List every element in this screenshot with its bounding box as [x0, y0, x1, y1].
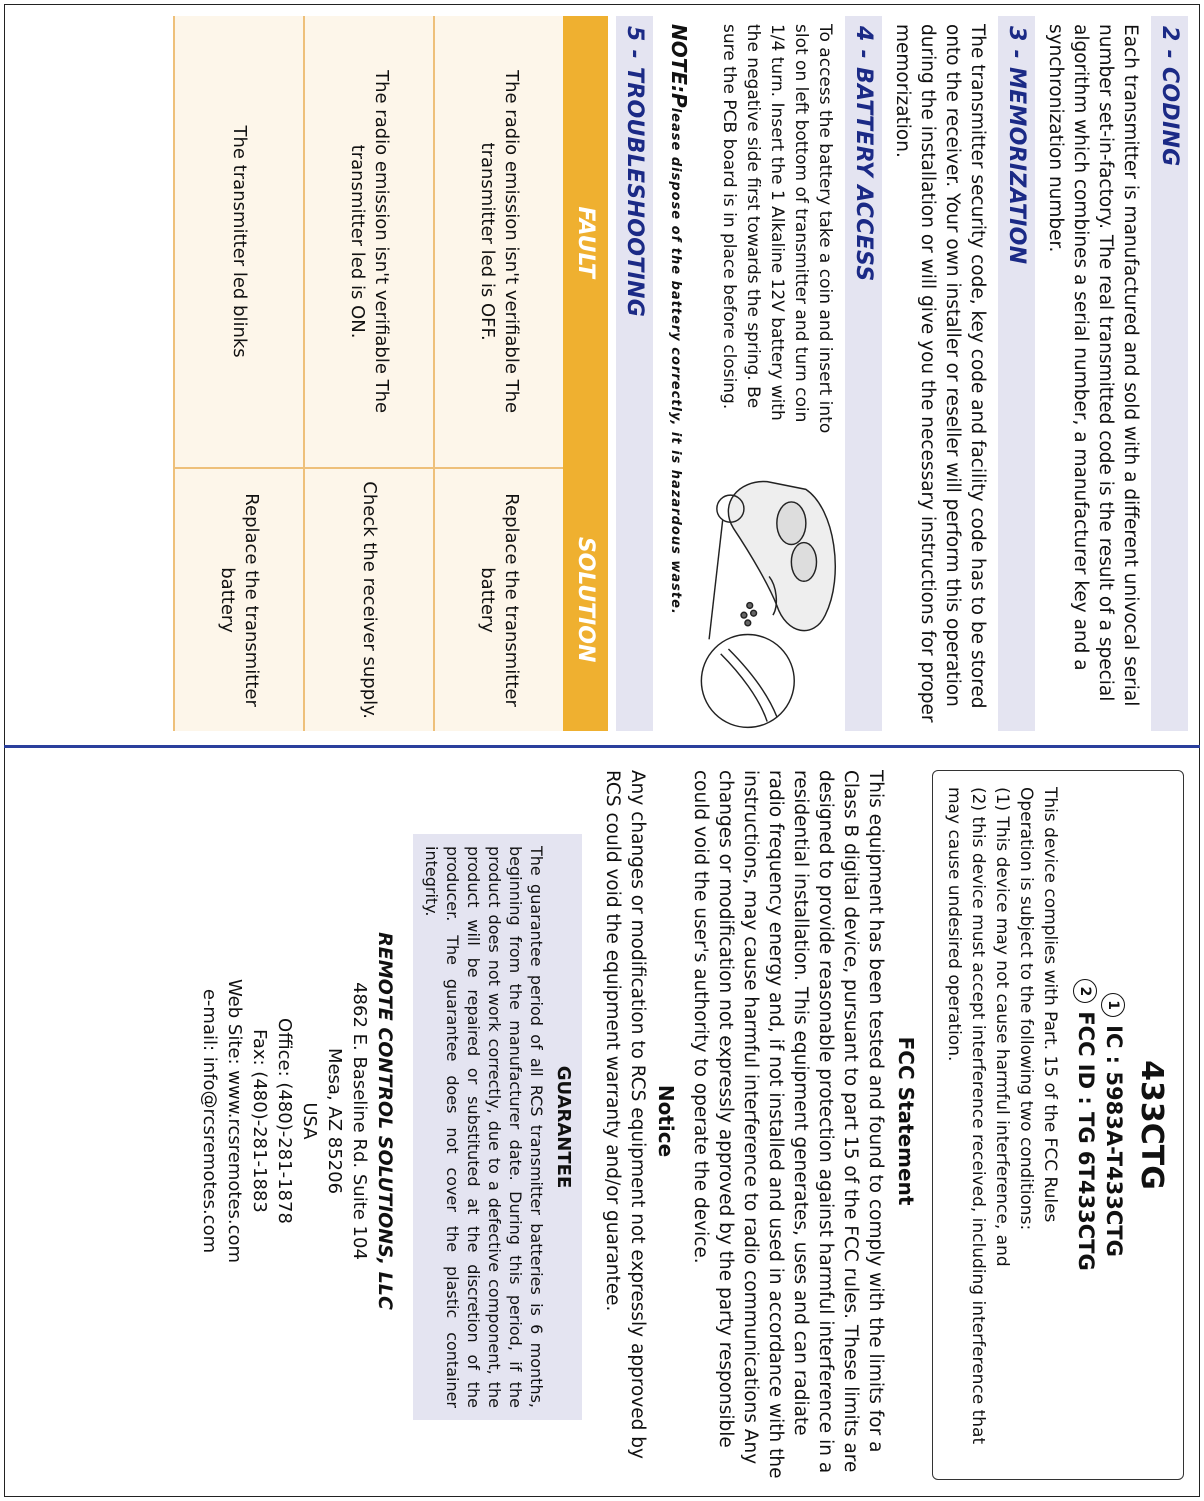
- ic-id: [1100, 787, 1128, 1463]
- company-fax: Fax: (480)-281-1883: [249, 1029, 270, 1213]
- battery-text: To access the battery take a coin and insert into slot on left bottom of transmitter and turn coin 1/4 turn. Insert the 1 Alkaline 12V battery with the negative side first towards the spring. Be sure the PCB board is in place before closing.: [719, 24, 835, 434]
- conditions-line: Operation is subject to the following two conditions:: [1016, 787, 1036, 1231]
- company-info: [197, 762, 397, 1480]
- battery-section: [697, 16, 837, 731]
- guarantee-text: The guarantee period of all RCS transmitter batteries is 6 months, beginning from the manufacturer date. During this period, if the product does not work correctly, due to a defective component, the product will be repaired or substituted at the discretion of the producer. The guarantee does not cover the plastic container integrity.: [422, 846, 546, 1408]
- transmitter-illustration: [697, 470, 847, 731]
- troubleshooting-heading: 5 - TROUBLESHOOTING: [616, 16, 653, 731]
- battery-heading: 4 - BATTERY ACCESS: [845, 16, 882, 731]
- compliance-line: This device complies with Part. 15 of the FCC Rules: [1040, 787, 1060, 1223]
- table-row: [174, 16, 304, 731]
- notice-text: Any changes or modification to RCS equipment not expressly approved by RCS could void the equipment warranty and/or guarantee.: [602, 770, 648, 1459]
- fcc-panel: [6, 752, 1198, 1490]
- fold-divider: [4, 745, 1200, 748]
- coding-text: Each transmitter is manufactured and sold with a different univocal serial number set-in-factory. The real transmitted code is the result of a special algorithm which combines a serial number, a manufacturer key and a synchronization number.: [1045, 24, 1141, 707]
- table-row: [304, 16, 434, 731]
- company-country: USA: [299, 1102, 320, 1140]
- model-number: 433CTG: [1134, 1060, 1169, 1190]
- fault-header: FAULT: [563, 16, 608, 468]
- solution-cell: Check the receiver supply.: [304, 468, 434, 731]
- fcc-id: [1072, 787, 1100, 1463]
- company-email: e-mail: info@rcsremotes.com: [199, 988, 220, 1254]
- company-address-2: Mesa, AZ 85206: [324, 1047, 345, 1195]
- fcc-statement-text: This equipment has been tested and found to comply with the limits for a Class B digital device, pursuant to part 15 of the FCC rules. These limits are designed to provide reasonable protection against harmful interference in a residential installation. This equipment generates, uses and can radiate radio frequency energy and, if not installed and used in accordance with the instructions, may cause harmful interference to radio communications Any changes or modification not expressly approved by the party responsible could void the user's authority to operate the device.: [690, 770, 886, 1479]
- fcc-id-text: FCC ID : TG 6T433CTG: [1074, 1011, 1098, 1271]
- company-office-phone: Office: (480)-281-1878: [274, 1018, 295, 1224]
- fault-cell: The radio emission isn't verifiable The transmitter led is OFF.: [434, 16, 563, 468]
- troubleshooting-table: [173, 16, 608, 731]
- solution-cell: Replace the transmitter battery: [434, 468, 563, 731]
- guarantee-heading: GUARANTEE: [553, 1065, 574, 1189]
- company-name: REMOTE CONTROL SOLUTIONS, LLC: [374, 932, 396, 1310]
- fcc-compliance-text: [942, 787, 1062, 1463]
- memorization-heading: 3 - MEMORIZATION: [998, 16, 1035, 731]
- ic-id-text: IC : 5983A-T433CTG: [1102, 1025, 1126, 1257]
- table-row: [434, 16, 563, 731]
- circled-number-2: 2: [1073, 979, 1097, 1003]
- fcc-statement-heading: FCC Statement: [894, 1036, 918, 1206]
- note-lead: NOTE:P: [667, 24, 691, 108]
- note-text: lease dispose of the battery correctly, it is hazardous waste.: [668, 107, 683, 615]
- fault-cell: The transmitter led blinks: [174, 16, 304, 468]
- circled-number-1: 1: [1101, 993, 1125, 1017]
- condition-2: (2) this device must accept interference received, including interference that may cause undesired operation.: [944, 787, 988, 1445]
- memorization-text: The transmitter security code, key code and facility code has to be stored onto the receiver. Your own installer or reseller will perform this operation during the installation or will give you the necessary instructions for proper memorization.: [892, 24, 988, 723]
- instructions-panel: [6, 6, 1198, 741]
- solution-cell: Replace the transmitter battery: [174, 468, 304, 731]
- company-website: Web Site: www.rcsremotes.com: [224, 978, 245, 1264]
- condition-1: (1) This device may not cause harmful interference, and: [992, 787, 1012, 1267]
- notice-heading: Notice: [654, 1084, 678, 1158]
- fcc-compliance-box: [932, 770, 1184, 1480]
- guarantee-box: [413, 834, 582, 1420]
- solution-header: SOLUTION: [563, 468, 608, 731]
- battery-note: [663, 24, 691, 731]
- company-address-1: 4862 E. Baseline Rd. Suite 104: [349, 982, 370, 1260]
- coding-heading: 2 - CODING: [1151, 16, 1188, 731]
- fault-cell: The radio emission isn't verifiable The transmitter led is ON.: [304, 16, 434, 468]
